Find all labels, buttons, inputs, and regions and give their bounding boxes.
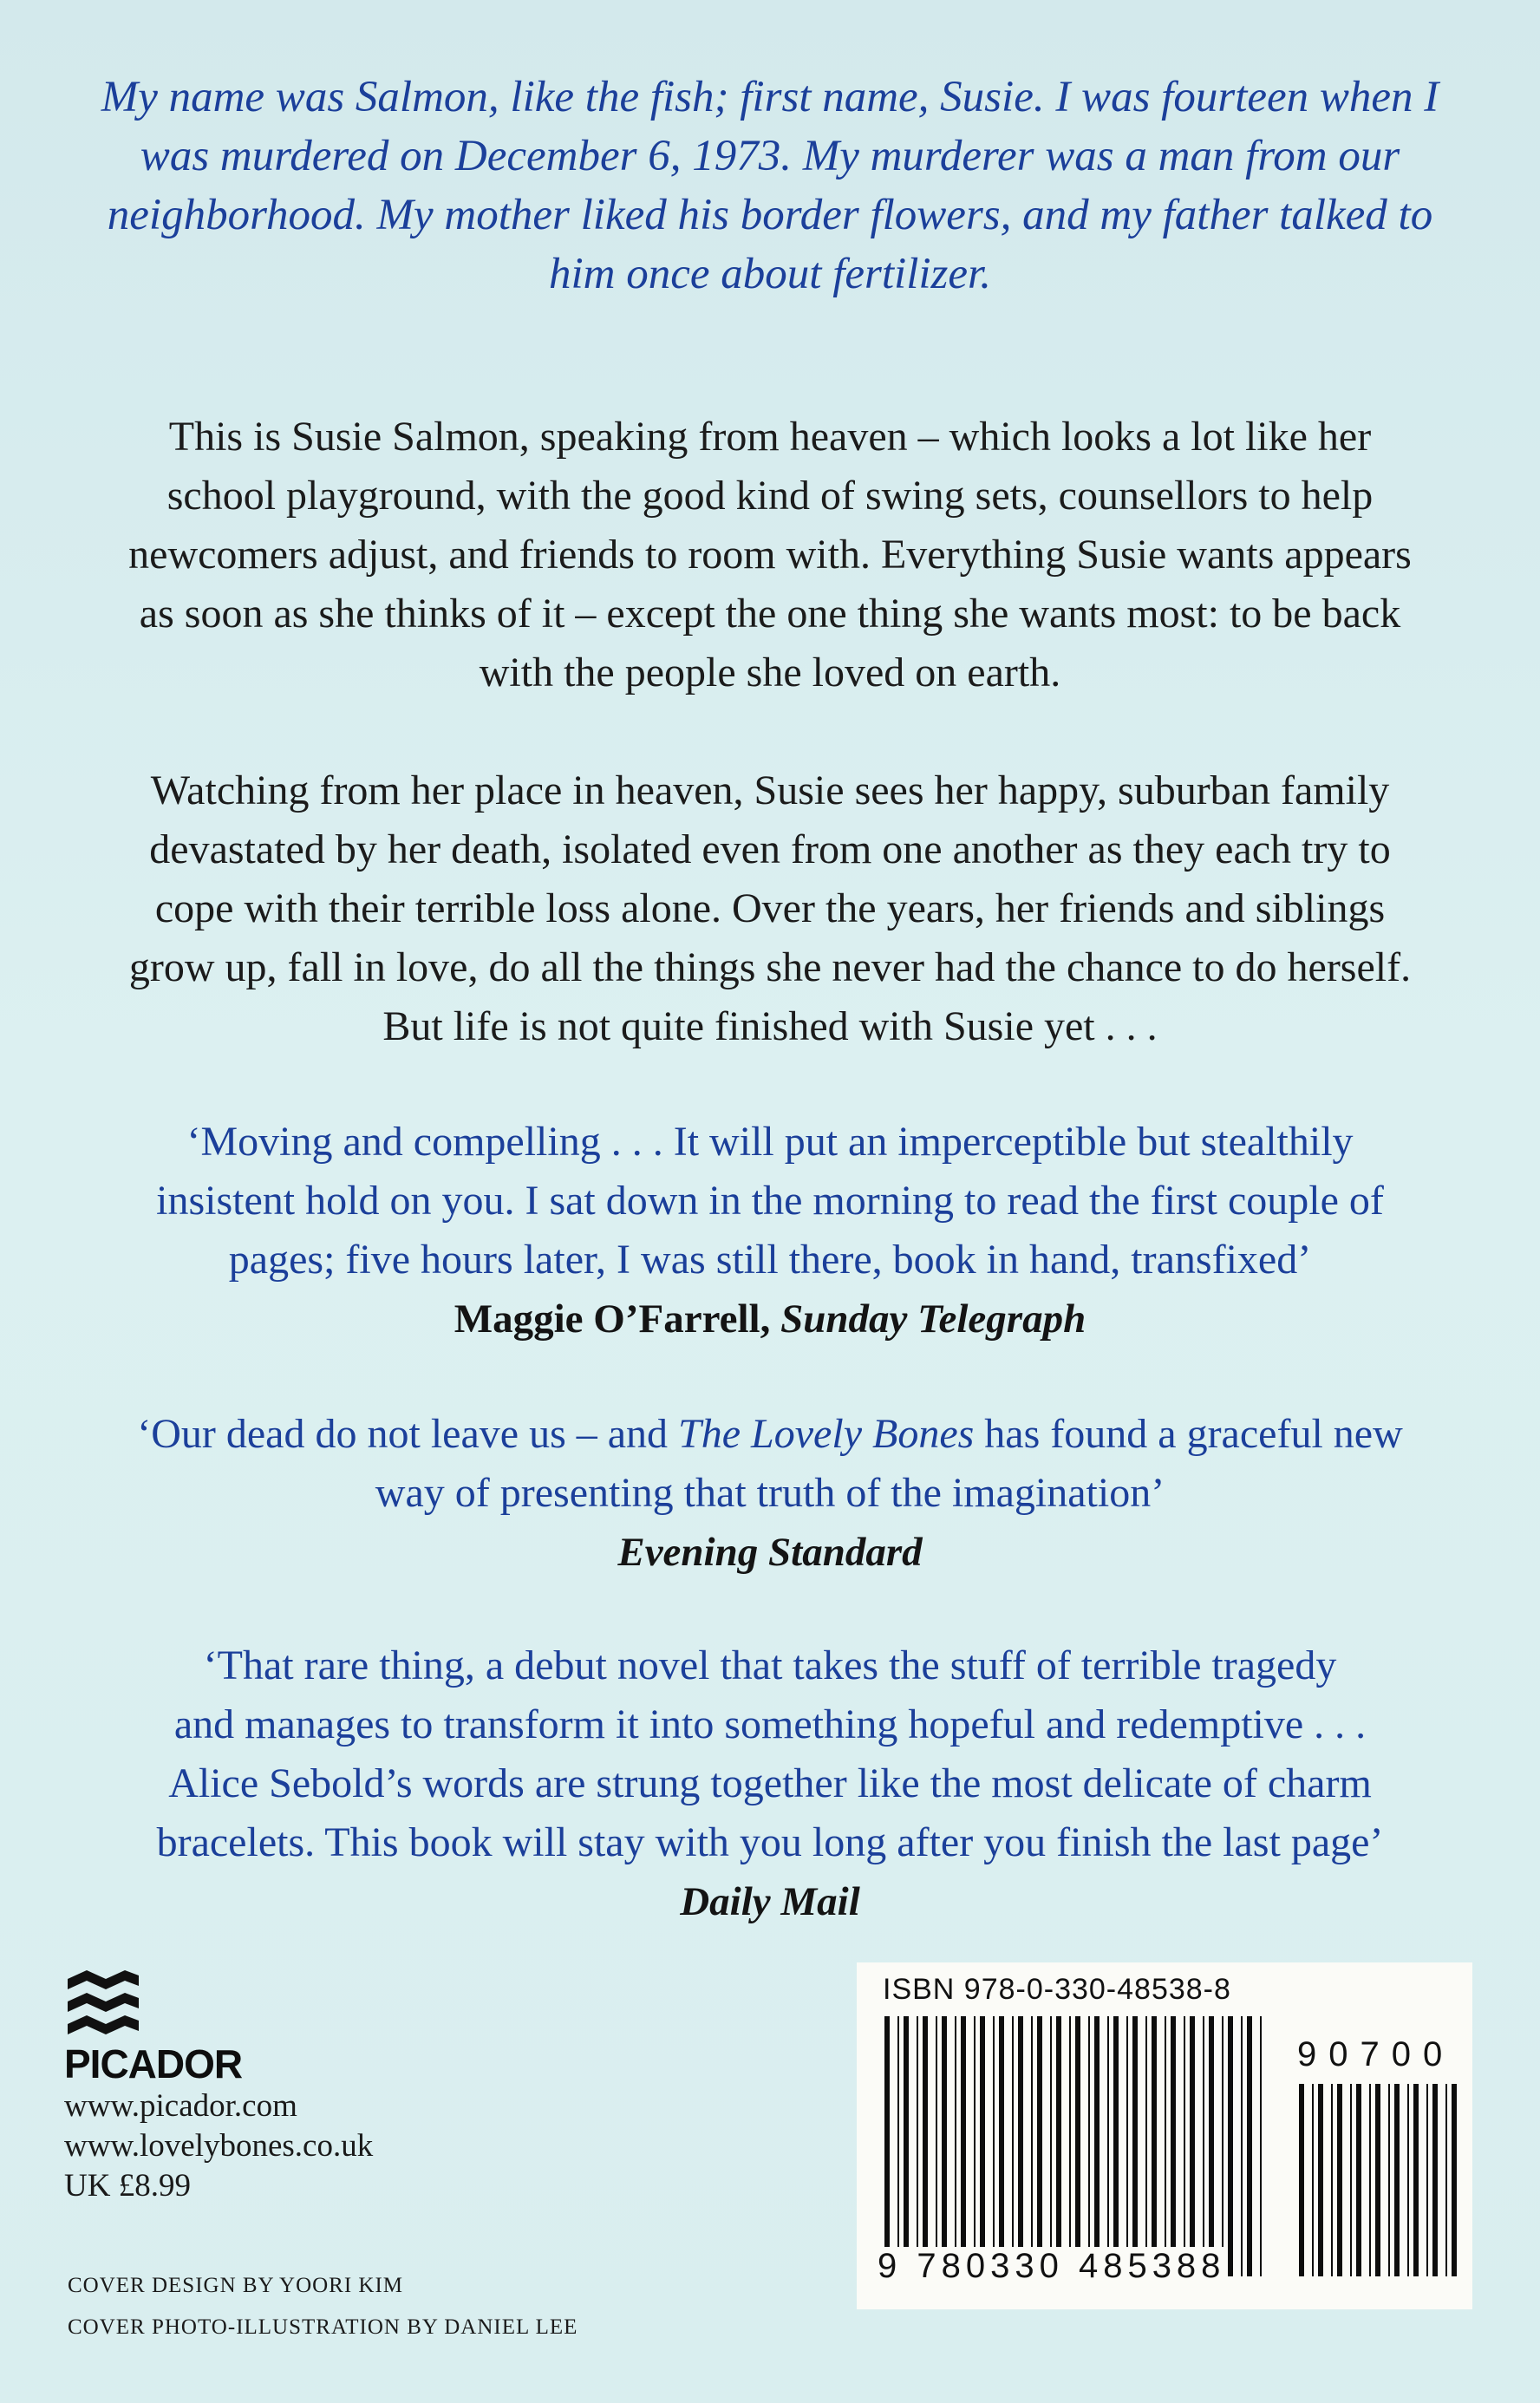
quote-attribution bbox=[52, 1872, 1488, 1931]
quote-attribution bbox=[52, 1290, 1488, 1348]
synopsis-line: grow up, fall in love, do all the things she never had the chance to do herself. bbox=[128, 944, 1412, 990]
quote-line: way of presenting that truth of the imagination’ bbox=[375, 1470, 1165, 1516]
book-website: www.lovelybones.co.uk bbox=[64, 2128, 374, 2164]
publication-name: Sunday Telegraph bbox=[780, 1296, 1086, 1342]
isbn-number: ISBN 978-0-330-48538-8 bbox=[883, 1973, 1231, 2006]
book-title: The Lovely Bones bbox=[678, 1411, 975, 1457]
cover-credits bbox=[68, 2265, 578, 2348]
excerpt-line: was murdered on December 6, 1973. My murderer was a man from our bbox=[140, 132, 1400, 180]
cover-photo-credit: COVER PHOTO-ILLUSTRATION BY DANIEL LEE bbox=[68, 2315, 578, 2339]
synopsis-paragraph-2 bbox=[52, 761, 1488, 1056]
excerpt-line: neighborhood. My mother liked his border flowers, and my father talked to bbox=[107, 191, 1433, 239]
quote-text: has found a graceful new bbox=[974, 1411, 1403, 1457]
ean-digits: 9 780330 485388 bbox=[878, 2247, 1226, 2285]
reviewer-name: Maggie O’Farrell, bbox=[454, 1296, 771, 1342]
synopsis-line: cope with their terrible loss alone. Over the years, her friends and siblings bbox=[154, 885, 1386, 931]
publication-name: Evening Standard bbox=[617, 1530, 923, 1575]
synopsis-line: Watching from her place in heaven, Susie sees her happy, suburban family bbox=[150, 767, 1390, 813]
quote-line: Alice Sebold’s words are strung together like the most delicate of charm bbox=[168, 1760, 1372, 1806]
synopsis-line: But life is not quite finished with Susie yet . . . bbox=[382, 1003, 1158, 1049]
synopsis-line: devastated by her death, isolated even from one another as they each try to bbox=[149, 826, 1391, 872]
addon-barcode-bars bbox=[1299, 2084, 1457, 2276]
quote-line: insistent hold on you. I sat down in the morning to read the first couple of bbox=[156, 1178, 1384, 1224]
publisher-name: PICADOR bbox=[64, 2041, 243, 2086]
quote-line: and manages to transform it into something hopeful and redemptive . . . bbox=[173, 1701, 1367, 1747]
quote-line: ‘That rare thing, a debut novel that takes the stuff of terrible tragedy bbox=[203, 1642, 1337, 1688]
synopsis-line: newcomers adjust, and friends to room with. Everything Susie wants appears bbox=[128, 532, 1412, 578]
publication-name: Daily Mail bbox=[680, 1879, 860, 1924]
excerpt-line: him once about fertilizer. bbox=[549, 250, 991, 298]
barcode-panel bbox=[857, 1962, 1472, 2309]
review-quote-daily-mail bbox=[52, 1636, 1488, 1931]
synopsis-line: with the people she loved on earth. bbox=[479, 650, 1061, 695]
cover-design-credit: COVER DESIGN BY YOORI KIM bbox=[68, 2274, 404, 2297]
synopsis-line: school playground, with the good kind of swing sets, counsellors to help bbox=[166, 473, 1374, 519]
quote-line: ‘Moving and compelling . . . It will put an imperceptible but stealthily bbox=[186, 1119, 1354, 1165]
price: UK £8.99 bbox=[64, 2168, 191, 2204]
review-quote-evening-standard bbox=[52, 1405, 1488, 1582]
excerpt-line: My name was Salmon, like the fish; first name, Susie. I was fourteen when I bbox=[101, 73, 1439, 121]
synopsis-line: This is Susie Salmon, speaking from heaven – which looks a lot like her bbox=[168, 414, 1372, 460]
synopsis-paragraph-1 bbox=[52, 408, 1488, 702]
synopsis-line: as soon as she thinks of it – except the one thing she wants most: to be back bbox=[139, 591, 1401, 637]
publisher-website: www.picador.com bbox=[64, 2088, 297, 2124]
addon-digits: 90700 bbox=[1297, 2035, 1455, 2073]
review-quote-telegraph bbox=[52, 1113, 1488, 1348]
quote-text: ‘Our dead do not leave us – and bbox=[137, 1411, 679, 1457]
opening-excerpt bbox=[52, 68, 1488, 304]
picador-logo-icon bbox=[64, 1967, 142, 2040]
quote-line: pages; five hours later, I was still there, book in hand, transfixed’ bbox=[228, 1237, 1312, 1283]
ean-barcode-bars bbox=[884, 2016, 1262, 2276]
quote-attribution bbox=[52, 1523, 1488, 1582]
publisher-block bbox=[64, 1967, 480, 2206]
quote-line: bracelets. This book will stay with you long after you finish the last page’ bbox=[156, 1819, 1384, 1865]
quote-line bbox=[52, 1405, 1488, 1464]
